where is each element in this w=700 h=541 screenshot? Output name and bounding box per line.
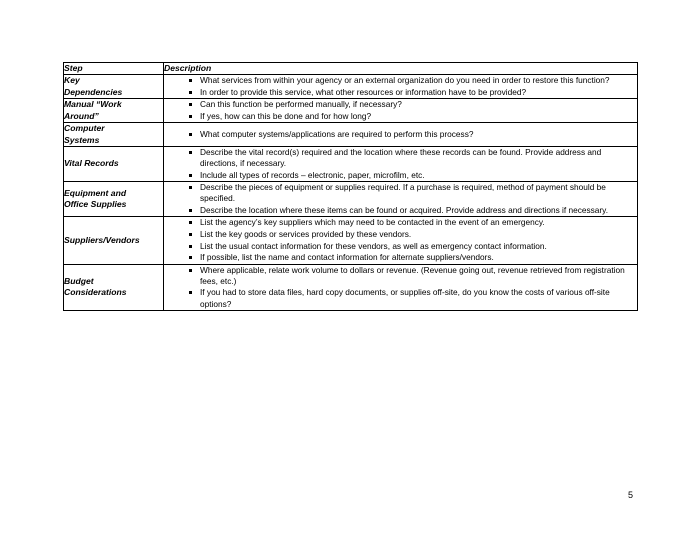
- step-label-line: Considerations: [64, 287, 127, 298]
- square-bullet-icon: [189, 174, 192, 177]
- square-bullet-icon: [189, 291, 192, 294]
- square-bullet-icon: [189, 186, 192, 189]
- table-row: [64, 75, 638, 99]
- description-bullet-item: [164, 217, 637, 228]
- description-bullet-item: [164, 111, 637, 122]
- page-number: 5: [628, 490, 634, 500]
- description-bullet-text: List the agency’s key suppliers which may need to be contacted in the event of an emergency.: [200, 217, 545, 228]
- square-bullet-icon: [189, 133, 192, 136]
- step-label-line: Key: [64, 75, 80, 85]
- table-body: [64, 75, 638, 311]
- table-row: [64, 217, 638, 264]
- description-bullet-text: Where applicable, relate work volume to dollars or revenue. (Revenue going out, revenue retrieved from registration fees, etc.): [200, 264, 625, 286]
- description-cell: [164, 182, 638, 217]
- step-label-cell: [64, 75, 164, 99]
- description-bullet-text: Describe the location where these items can be found or acquired. Provide address and directions if necessary.: [200, 205, 608, 216]
- description-bullet-list: [164, 217, 637, 263]
- description-bullet-item: [164, 205, 637, 216]
- step-label-cell: [64, 217, 164, 264]
- step-label-line: Equipment and: [64, 187, 127, 198]
- step-label-cell: [64, 123, 164, 147]
- description-bullet-list: [164, 265, 637, 310]
- table-row: [64, 182, 638, 217]
- description-bullet-list: [164, 75, 637, 98]
- square-bullet-icon: [189, 245, 192, 248]
- square-bullet-icon: [189, 103, 192, 106]
- table-header-row: [64, 63, 638, 75]
- square-bullet-icon: [189, 233, 192, 236]
- step-label-cell: [64, 99, 164, 123]
- step-label-line: Office Supplies: [64, 199, 127, 210]
- description-bullet-item: [164, 147, 637, 169]
- description-bullet-item: [164, 170, 637, 181]
- description-bullet-text: What services from within your agency or an external organization do you need in order to restore this function?: [200, 75, 610, 86]
- square-bullet-icon: [189, 269, 192, 272]
- description-bullet-text: Include all types of records – electronic, paper, microfilm, etc.: [200, 169, 425, 180]
- description-bullet-list: [164, 129, 637, 140]
- description-bullet-text: Can this function be performed manually, if necessary?: [200, 99, 402, 110]
- step-label-line: Manual “Work: [64, 99, 122, 109]
- step-label-line: Around”: [64, 110, 99, 121]
- step-label-cell: [64, 147, 164, 182]
- column-header-description: Description: [164, 63, 638, 75]
- description-bullet-text: Describe the pieces of equipment or supplies required. If a purchase is required, method of payment should be specified.: [200, 182, 606, 204]
- description-bullet-item: [164, 99, 637, 110]
- description-bullet-item: [164, 241, 637, 252]
- step-label-line: Computer: [64, 123, 105, 133]
- column-header-step: Step: [64, 63, 164, 75]
- description-cell: [164, 123, 638, 147]
- description-cell: [164, 217, 638, 264]
- description-cell: [164, 75, 638, 99]
- description-bullet-item: [164, 87, 637, 98]
- square-bullet-icon: [189, 221, 192, 224]
- step-label-line: Systems: [64, 134, 100, 145]
- square-bullet-icon: [189, 209, 192, 212]
- description-bullet-item: [164, 252, 637, 263]
- description-bullet-list: [164, 182, 637, 216]
- description-bullet-text: If yes, how can this be done and for how long?: [200, 110, 372, 121]
- square-bullet-icon: [189, 115, 192, 118]
- table-row: [64, 99, 638, 123]
- description-bullet-text: What computer systems/applications are required to perform this process?: [200, 128, 474, 139]
- description-bullet-list: [164, 99, 637, 122]
- step-label-line: Suppliers/Vendors: [64, 234, 140, 245]
- table-row: [64, 147, 638, 182]
- square-bullet-icon: [189, 91, 192, 94]
- description-cell: [164, 147, 638, 182]
- square-bullet-icon: [189, 256, 192, 259]
- step-label-line: Dependencies: [64, 86, 123, 97]
- table-row: [64, 123, 638, 147]
- step-label-line: Vital Records: [64, 158, 119, 169]
- description-bullet-item: [164, 229, 637, 240]
- description-bullet-text: List the usual contact information for these vendors, as well as emergency contact information.: [200, 240, 547, 251]
- description-bullet-item: [164, 265, 637, 287]
- description-cell: [164, 264, 638, 310]
- step-label-line: Budget: [64, 275, 94, 286]
- description-bullet-text: List the key goods or services provided by these vendors.: [200, 228, 412, 239]
- description-bullet-item: [164, 287, 637, 309]
- table-header: [64, 63, 638, 75]
- description-bullet-text: In order to provide this service, what other resources or information have to be provided?: [200, 86, 527, 97]
- description-bullet-text: If you had to store data files, hard copy documents, or supplies off-site, do you know the costs of various off-site options?: [200, 287, 610, 309]
- square-bullet-icon: [189, 151, 192, 154]
- business-continuity-worksheet-table: [63, 62, 638, 311]
- table-row: [64, 264, 638, 310]
- description-bullet-item: [164, 129, 637, 140]
- step-label-cell: [64, 264, 164, 310]
- description-cell: [164, 99, 638, 123]
- description-bullet-text: Describe the vital record(s) required and the location where these records can be found. Provide address and directions, if necessary.: [200, 147, 602, 169]
- description-bullet-item: [164, 75, 637, 86]
- description-bullet-list: [164, 147, 637, 181]
- description-bullet-item: [164, 182, 637, 204]
- square-bullet-icon: [189, 79, 192, 82]
- step-label-cell: [64, 182, 164, 217]
- description-bullet-text: If possible, list the name and contact information for alternate suppliers/vendors.: [200, 252, 494, 263]
